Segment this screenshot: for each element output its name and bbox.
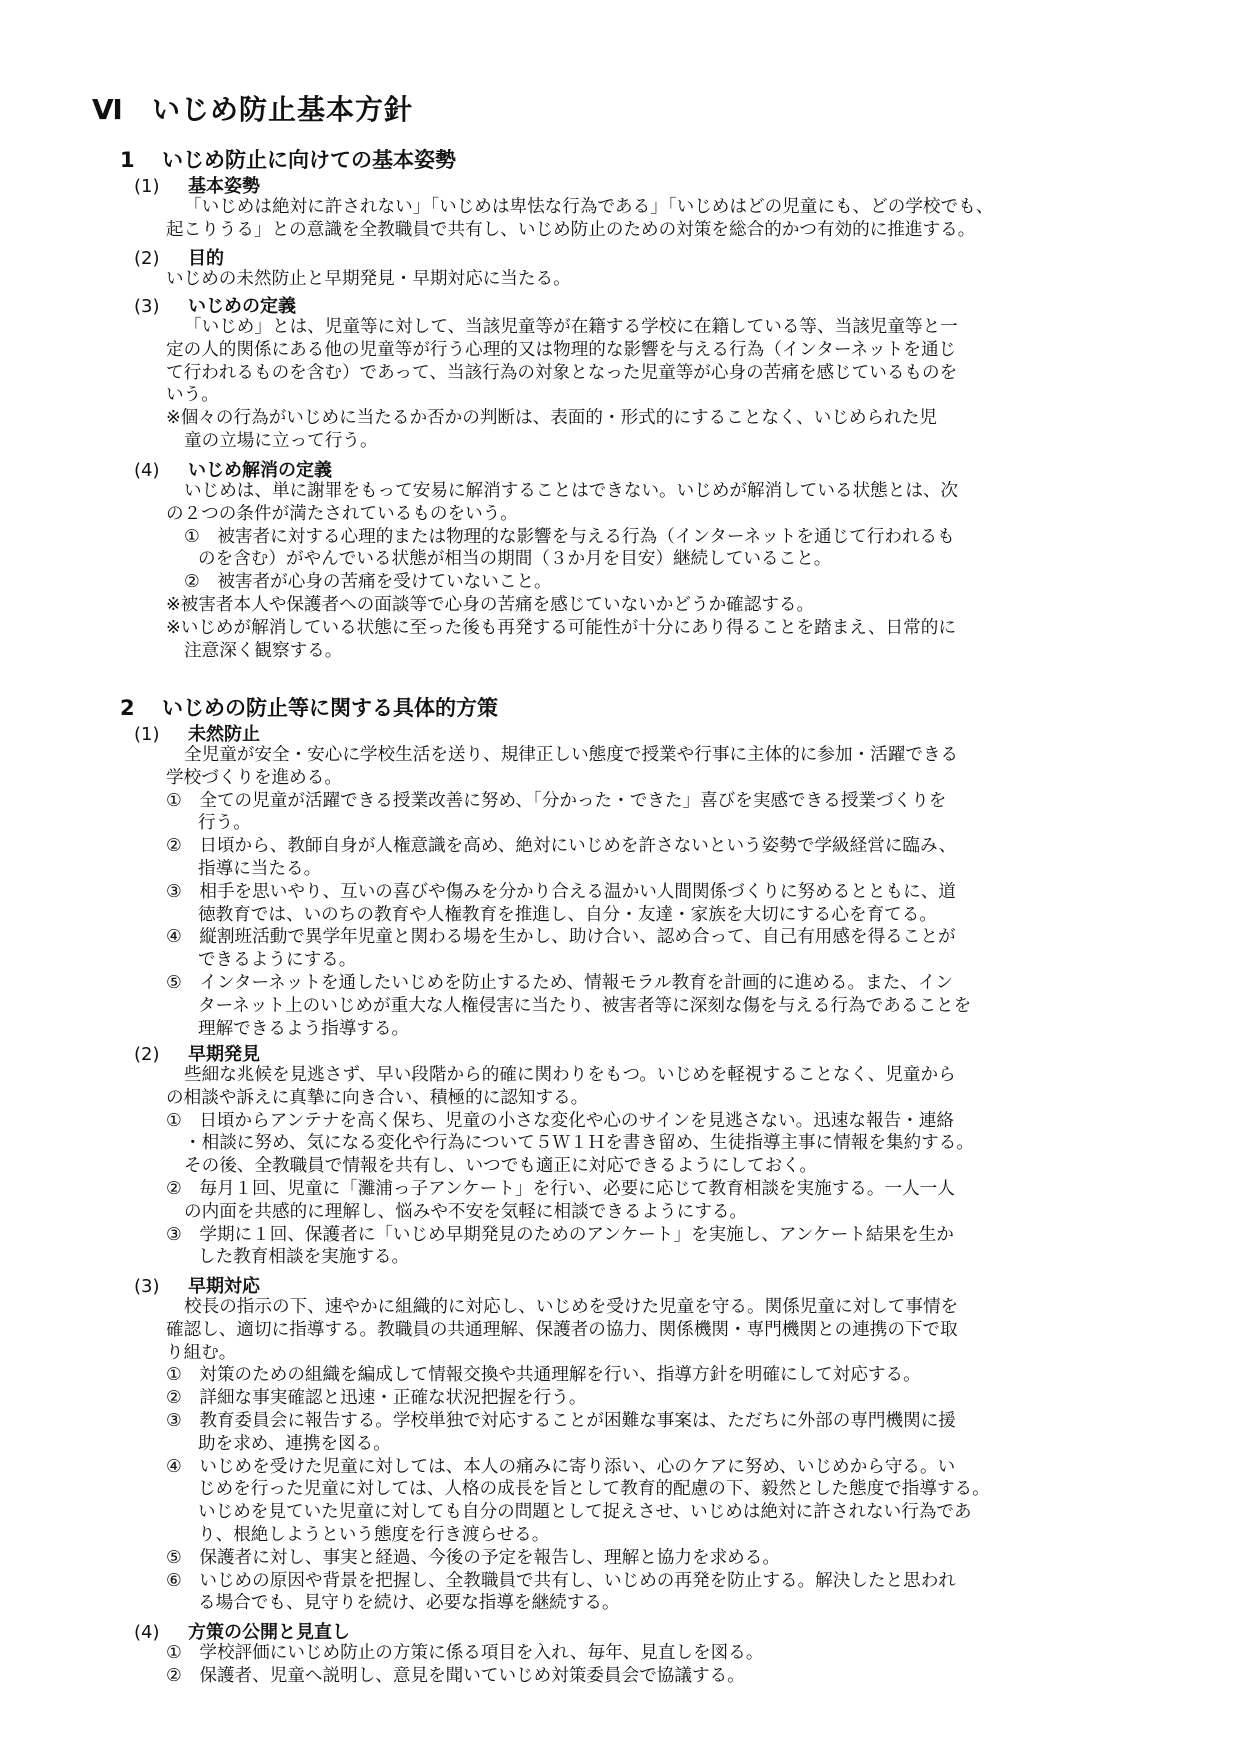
title-text: いじめ防止基本方針	[152, 93, 414, 126]
subsection-heading: (4) 方策の公開と見直し	[134, 1622, 350, 1643]
subsection-heading: (2) 早期発見	[134, 1044, 260, 1065]
title-number: Ⅵ	[92, 93, 124, 126]
subsection-heading: (1) 未然防止	[134, 724, 260, 745]
paragraph: 些細な兆候を見逃さず、早い段階から的確に関わりをもつ。いじめを軽視することなく、児童から の相談や訴えに真摯に向き合い、積極的に認知する。 ① 日頃からアンテナを高く保ち、児童の小さな変化や心のサインを見逃さない。迅速な報告・連絡 ・相談に努め、気になる変化や行為について５Ｗ１Ｈを書き留め、生徒指導主事に情報を集約する。 その後、全教職員で情報を共有し、いつでも適正に対応できるようにしておく。 ② 毎月１回、児童に「灘浦っ子アンケート」を行い、必要に応じて教育相談を実施する。一人一人 の内面を共感的に理解し、悩みや不安を気軽に相談できるようにする。 ③ 学期に１回、保護者に「いじめ早期発見のためのアンケート」を実施し、アンケート結果を生か した教育相談を実施する。	[166, 1065, 974, 1268]
paragraph: ① 学校評価にいじめ防止の方策に係る項目を入れ、毎年、見直しを図る。 ② 保護者、児童へ説明し、意見を聞いていじめ対策委員会で協議する。	[166, 1643, 764, 1686]
paragraph: 校長の指示の下、速やかに組織的に対応し、いじめを受けた児童を守る。関係児童に対して事情を 確認し、適切に指導する。教職員の共通理解、保護者の協力、関係機関・専門機関との連携の下で取 り組む。 ① 対策のための組織を編成して情報交換や共通理解を行い、指導方針を明確にして対応する。 ② 詳細な事実確認と迅速・正確な状況把握を行う。 ③ 教育委員会に報告する。学校単独で対応することが困難な事案は、ただちに外部の専門機関に援 助を求め、連携を図る。 ④ いじめを受けた児童に対しては、本人の痛みに寄り添い、心のケアに努め、いじめから守る。い じめを行った児童に対しては、人格の成長を旨として教育的配慮の下、毅然とした態度で指導する。 いじめを見ていた児童に対しても自分の問題として捉えさせ、いじめは絶対に許されない行為であ り、根絶しようという態度を行き渡らせる。 ⑤ 保護者に対し、事実と経過、今後の予定を報告し、理解と協力を求める。 ⑥ いじめの原因や背景を把握し、全教職員で共有し、いじめの再発を防止する。解決したと思われ る場合でも、見守りを続け、必要な指導を継続する。	[166, 1297, 990, 1614]
paragraph: 「いじめ」とは、児童等に対して、当該児童等が在籍する学校に在籍している等、当該児童等と一 定の人的関係にある他の児童等が行う心理的又は物理的な影響を与える行為（インターネットを通じ て行われるものを含む）であって、当該行為の対象となった児童等が心身の苦痛を感じているものを いう。 ※個々の行為がいじめに当たるか否かの判断は、表面的・形式的にすることなく、いじめられた児 童の立場に立って行う。	[166, 317, 958, 451]
document-title	[92, 88, 413, 128]
subsection-heading: (3) いじめの定義	[134, 296, 296, 317]
section-heading: 1 いじめ防止に向けての基本姿勢	[120, 148, 456, 172]
paragraph: いじめの未然防止と早期発見・早期対応に当たる。	[166, 269, 571, 289]
paragraph: 「いじめは絶対に許されない」「いじめは卑怯な行為である」「いじめはどの児童にも、どの学校でも、 起こりうる」との意識を全教職員で共有し、いじめ防止のための対策を総合的かつ有効的に推進する。	[166, 197, 994, 240]
paragraph: 全児童が安全・安心に学校生活を送り、規律正しい態度で授業や行事に主体的に参加・活躍できる 学校づくりを進める。 ① 全ての児童が活躍できる授業改善に努め、「分かった・できた」喜びを実感できる授業づくりを 行う。 ② 日頃から、教師自身が人権意識を高め、絶対にいじめを許さないという姿勢で学級経営に臨み、 指導に当たる。 ③ 相手を思いやり、互いの喜びや傷みを分かり合える温かい人間関係づくりに努めるとともに、道 徳教育では、いのちの教育や人権教育を推進し、自分・友達・家族を大切にする心を育てる。 ④ 縦割班活動で異学年児童と関わる場を生かし、助け合い、認め合って、自己有用感を得ることが できるようにする。 ⑤ インターネットを通したいじめを防止するため、情報モラル教育を計画的に進める。また、イン ターネット上のいじめが重大な人権侵害に当たり、被害者等に深刻な傷を与える行為であることを 理解できるよう指導する。	[166, 745, 972, 1039]
subsection-heading: (1) 基本姿勢	[134, 176, 260, 197]
paragraph: いじめは、単に謝罪をもって安易に解消することはできない。いじめが解消している状態とは、次 の２つの条件が満たされているものをいう。 ① 被害者に対する心理的または物理的な影響を与える行為（インターネットを通じて行われるも のを含む）がやんでいる状態が相当の期間（３か月を目安）継続していること。 ② 被害者が心身の苦痛を受けていないこと。 ※被害者本人や保護者への面談等で心身の苦痛を感じていないかどうか確認する。 ※いじめが解消している状態に至った後も再発する可能性が十分にあり得ることを踏まえ、日常的に 注意深く観察する。	[166, 481, 959, 661]
subsection-heading: (2) 目的	[134, 248, 224, 269]
subsection-heading: (3) 早期対応	[134, 1276, 260, 1297]
subsection-heading: (4) いじめ解消の定義	[134, 460, 332, 481]
section-heading: 2 いじめの防止等に関する具体的方策	[120, 696, 498, 720]
